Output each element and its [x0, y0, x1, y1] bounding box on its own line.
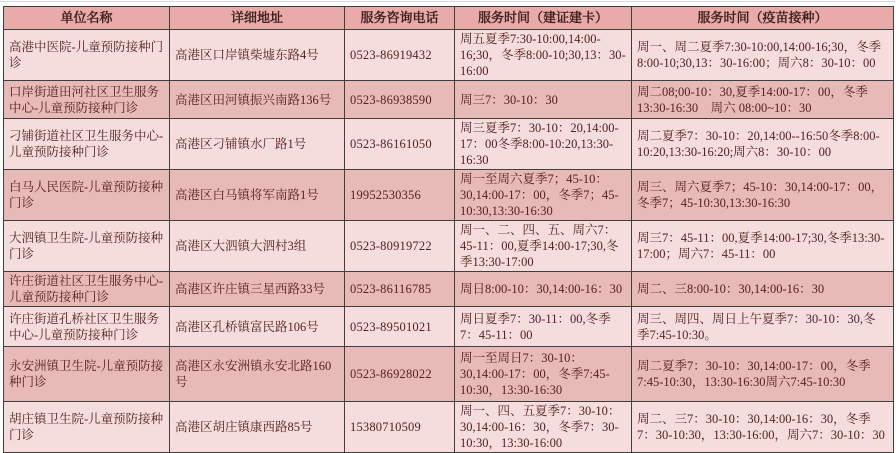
service-time-vaccine: 周二、三7：30-10：30,14:00-16：30，冬季7：30-10:30，13:30-16:00，周六7：30-10：30: [632, 402, 894, 453]
clinic-name: 大泗镇卫生院-儿童预防接种门诊: [4, 221, 170, 272]
service-time-card: 周一至周六夏季7；45-10：30,14:00-17：00，冬季7；45-10:30,13:30-16:30: [455, 170, 632, 221]
service-time-vaccine: 周二08;00-10：30,夏季14:00-17：00，冬季13:30-16:30 周六 08:00~10：30: [632, 81, 894, 119]
clinic-phone: 0523-89501021: [345, 307, 455, 347]
table-row: [4, 307, 894, 347]
header-time-vaccine: 服务时间（疫苗接种）: [632, 7, 894, 30]
table-row: [4, 30, 894, 81]
clinic-phone: 19952530356: [345, 170, 455, 221]
service-time-card: 周一至周日7：30-10：30,14:00-17：00，冬季7:45-10:30，13:30-16:30: [455, 347, 632, 402]
service-time-card: 周日夏季7：30-11：00,冬季7：45-11：00: [455, 307, 632, 347]
table-body: [4, 30, 894, 453]
clinic-phone: 0523-86116785: [345, 272, 455, 307]
service-time-vaccine: 周二夏季7：30-10：30,14:00-17：00，冬季7:45-10:30，13:30-16:30周六7:45-10:30: [632, 347, 894, 402]
clinic-name: 胡庄镇卫生院-儿童预防接种门诊: [4, 402, 170, 453]
service-time-card: 周五夏季7:30-10:00,14:00-16;30，冬季8:00-10;30,13：30-16:00: [455, 30, 632, 81]
table-row: [4, 221, 894, 272]
clinic-name: 许庄街道社区卫生服务中心-儿童预防接种门诊: [4, 272, 170, 307]
service-time-card: 周一、四、五夏季7：30-10：30,14:00-16：30，冬季7：30-10:30，13:30-16:00: [455, 402, 632, 453]
clinic-address: 高港区口岸镇柴墟东路4号: [170, 30, 345, 81]
clinic-address: 高港区田河镇振兴南路136号: [170, 81, 345, 119]
clinic-name: 高港中医院-儿童预防接种门诊: [4, 30, 170, 81]
service-time-vaccine: 周二、三8:00-10：30,14:00-16：30: [632, 272, 894, 307]
table-row: [4, 119, 894, 170]
table-row: [4, 347, 894, 402]
service-time-vaccine: 周三、周四、周日上午夏季7：30-10：30,冬季7:45-10:30。: [632, 307, 894, 347]
clinic-name: 永安洲镇卫生院-儿童预防接种门诊: [4, 347, 170, 402]
clinic-name: 许庄街道孔桥社区卫生服务中心-儿童预防接种门诊: [4, 307, 170, 347]
service-time-vaccine: 周二夏季7：30-10：20,14:00--16:50冬季8:00-10:20,13:30-16:20;周六8：30-10：00: [632, 119, 894, 170]
clinic-name: 口岸街道田河社区卫生服务中心-儿童预防接种门诊: [4, 81, 170, 119]
clinic-address: 高港区许庄镇三星西路33号: [170, 272, 345, 307]
clinic-table: [3, 6, 894, 453]
table-row: [4, 402, 894, 453]
header-unit-name: 单位名称: [4, 7, 170, 30]
table-row: [4, 81, 894, 119]
header-address: 详细地址: [170, 7, 345, 30]
header-time-card: 服务时间（建证建卡）: [455, 7, 632, 30]
clinic-phone: 0523-86919432: [345, 30, 455, 81]
clinic-address: 高港区白马镇将军南路1号: [170, 170, 345, 221]
top-divider: [0, 1, 896, 2]
clinic-name: 白马人民医院-儿童预防接种门诊: [4, 170, 170, 221]
service-time-vaccine: 周三、周六夏季7；45-10：30,14:00-17：00，冬季7；45-10:30,13:30-16:30: [632, 170, 894, 221]
service-time-card: 周日8:00-10：30,14:00-16：30: [455, 272, 632, 307]
header-row: [4, 7, 894, 30]
clinic-phone: 0523-80919722: [345, 221, 455, 272]
service-time-card: 周三夏季7：30-10：20,14:00-17：00冬季8:00-10:20,13:30-16:30: [455, 119, 632, 170]
service-time-vaccine: 周三7：45-11：00,夏季14:00-17;30,冬季13:30-17:00；周六7：45-11：00: [632, 221, 894, 272]
table-row: [4, 170, 894, 221]
clinic-phone: 0523-86161050: [345, 119, 455, 170]
clinic-phone: 0523-86928022: [345, 347, 455, 402]
service-time-card: 周三7：30-10：30: [455, 81, 632, 119]
clinic-address: 高港区胡庄镇康西路85号: [170, 402, 345, 453]
clinic-address: 高港区大泗镇大泗村3组: [170, 221, 345, 272]
table-row: [4, 272, 894, 307]
clinic-address: 高港区刁铺镇水厂路1号: [170, 119, 345, 170]
clinic-phone: 0523-86938590: [345, 81, 455, 119]
clinic-address: 高港区孔桥镇富民路106号: [170, 307, 345, 347]
table-header: [4, 7, 894, 30]
service-time-vaccine: 周一、周二夏季7:30-10:00,14:00-16;30，冬季8:00-10;30,13：30-16:00；周六8：30-10：00: [632, 30, 894, 81]
clinic-address: 高港区永安洲镇永安北路160号: [170, 347, 345, 402]
header-phone: 服务咨询电话: [345, 7, 455, 30]
clinic-name: 刁铺街道社区卫生服务中心-儿童预防接种门诊: [4, 119, 170, 170]
service-time-card: 周一、二、四、五、周六7：45-11：00,夏季14:00-17;30,冬季13:30-17:00: [455, 221, 632, 272]
clinic-phone: 15380710509: [345, 402, 455, 453]
